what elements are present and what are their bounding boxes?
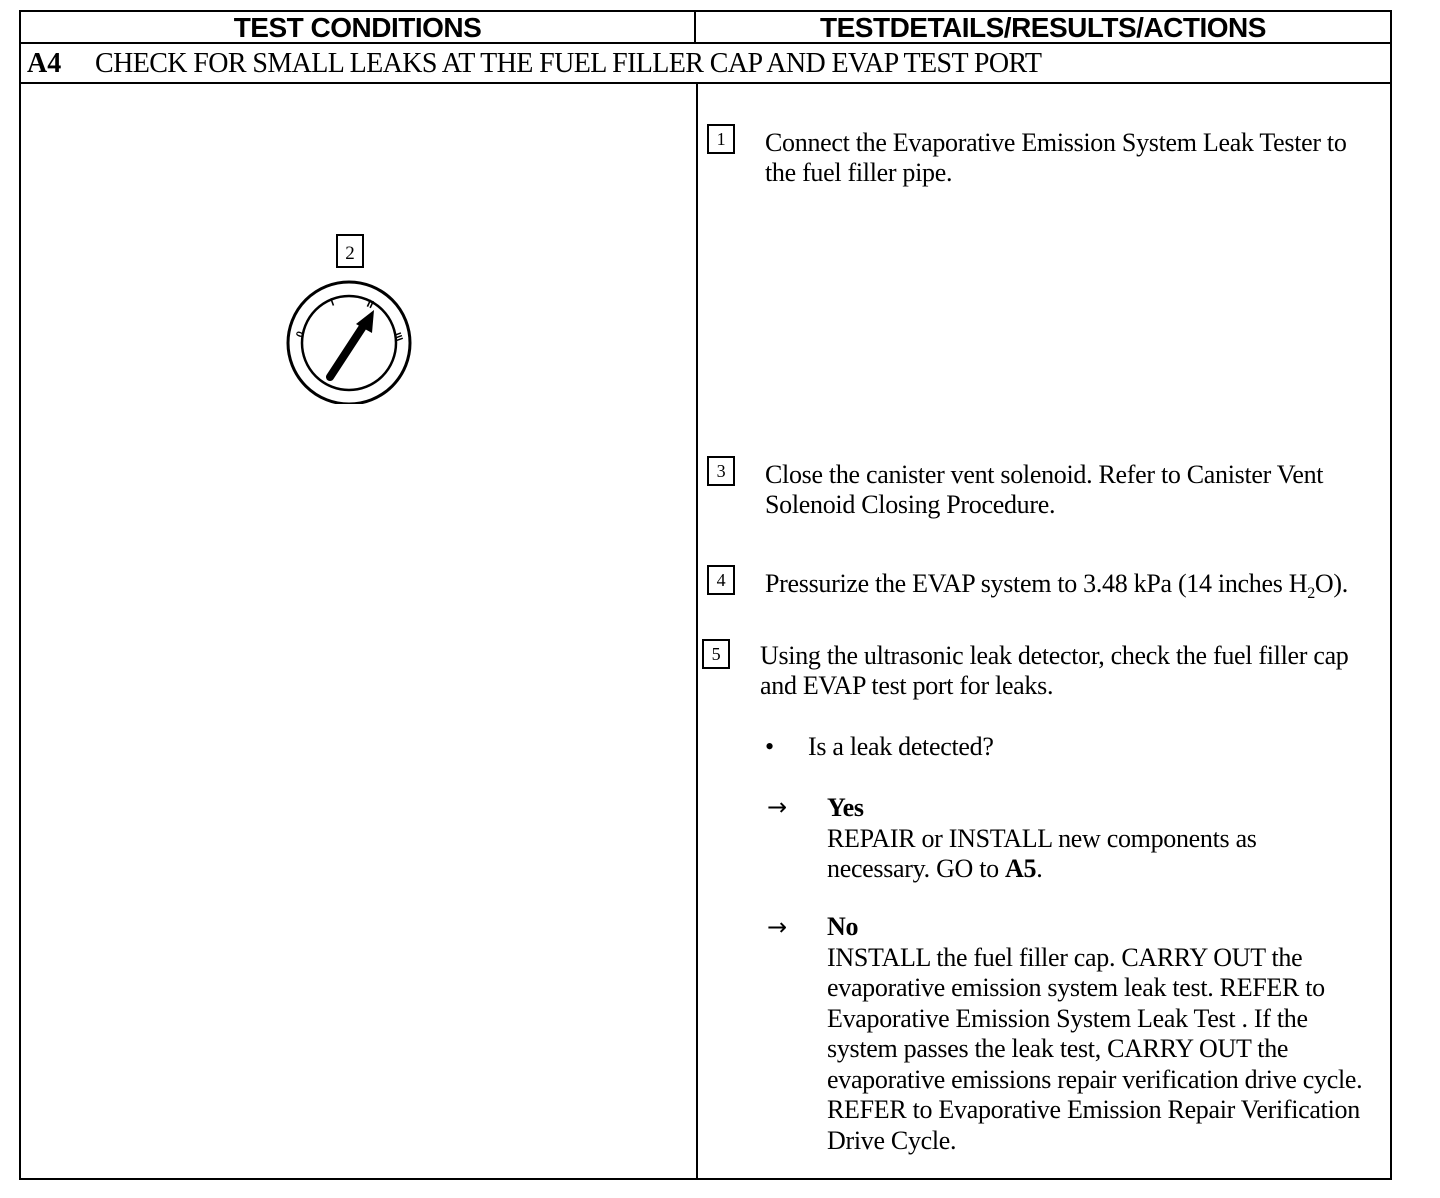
position-off-label: 0 <box>294 330 307 340</box>
step-title-bar <box>21 44 1390 84</box>
column-divider <box>696 84 698 1178</box>
header-test-details: TESTDETAILS/RESULTS/ACTIONS <box>696 12 1390 44</box>
step-text <box>765 569 1385 609</box>
result-yes-text-end: . <box>1036 854 1043 883</box>
step-text-part: O). <box>1314 569 1348 598</box>
header-test-conditions: TEST CONDITIONS <box>21 12 696 44</box>
ignition-switch-icon <box>286 234 416 404</box>
result-yes-label: Yes <box>827 793 864 822</box>
result-no-refer: REFER to Evaporative Emission Repair Verification Drive Cycle. <box>827 1095 1360 1155</box>
result-no-label: No <box>827 912 859 941</box>
step-text: Connect the Evaporative Emission System Leak Tester to the fuel filler pipe. <box>765 128 1347 187</box>
illustration-label: 2 <box>345 243 355 264</box>
position-start-label: III <box>391 331 405 343</box>
position-run-label: II <box>364 297 376 312</box>
step-number-box: 4 <box>707 565 735 595</box>
ignition-switch-illustration <box>286 234 416 404</box>
step-id: A4 <box>27 48 62 79</box>
subscript-two: 2 <box>1307 585 1315 603</box>
step-text: Using the ultrasonic leak detector, check the fuel filler cap and EVAP test port for leaks. <box>760 641 1349 700</box>
step-text-part: Pressurize the EVAP system to 3.48 kPa (14 inches H <box>765 569 1308 598</box>
test-table <box>19 10 1392 1180</box>
bullet-icon: • <box>765 732 775 761</box>
step-number-box: 1 <box>707 124 735 154</box>
result-no-text: INSTALL the fuel filler cap. CARRY OUT the evaporative emission system leak test. REFER to Evaporative Emission System Leak Test . If the system passes the leak test, CARRY OUT the evaporative emissions repair verification drive cycle. <box>827 942 1363 1094</box>
arrow-right-icon: → <box>767 793 788 821</box>
result-no <box>827 912 1367 1156</box>
position-acc-label: I <box>328 296 336 309</box>
step-text: Close the canister vent solenoid. Refer to Canister Vent Solenoid Closing Procedure. <box>765 460 1324 519</box>
step-number-box: 5 <box>702 639 730 669</box>
arrow-right-icon: → <box>767 913 788 941</box>
question-text: Is a leak detected? <box>808 732 994 761</box>
step-title: CHECK FOR SMALL LEAKS AT THE FUEL FILLER CAP AND EVAP TEST PORT <box>95 48 1042 79</box>
step-number-box: 3 <box>707 456 735 486</box>
result-yes-text: REPAIR or INSTALL new components as necessary. GO to <box>827 823 1257 883</box>
result-yes-ref: A5 <box>1005 854 1037 883</box>
result-yes <box>827 793 1357 885</box>
